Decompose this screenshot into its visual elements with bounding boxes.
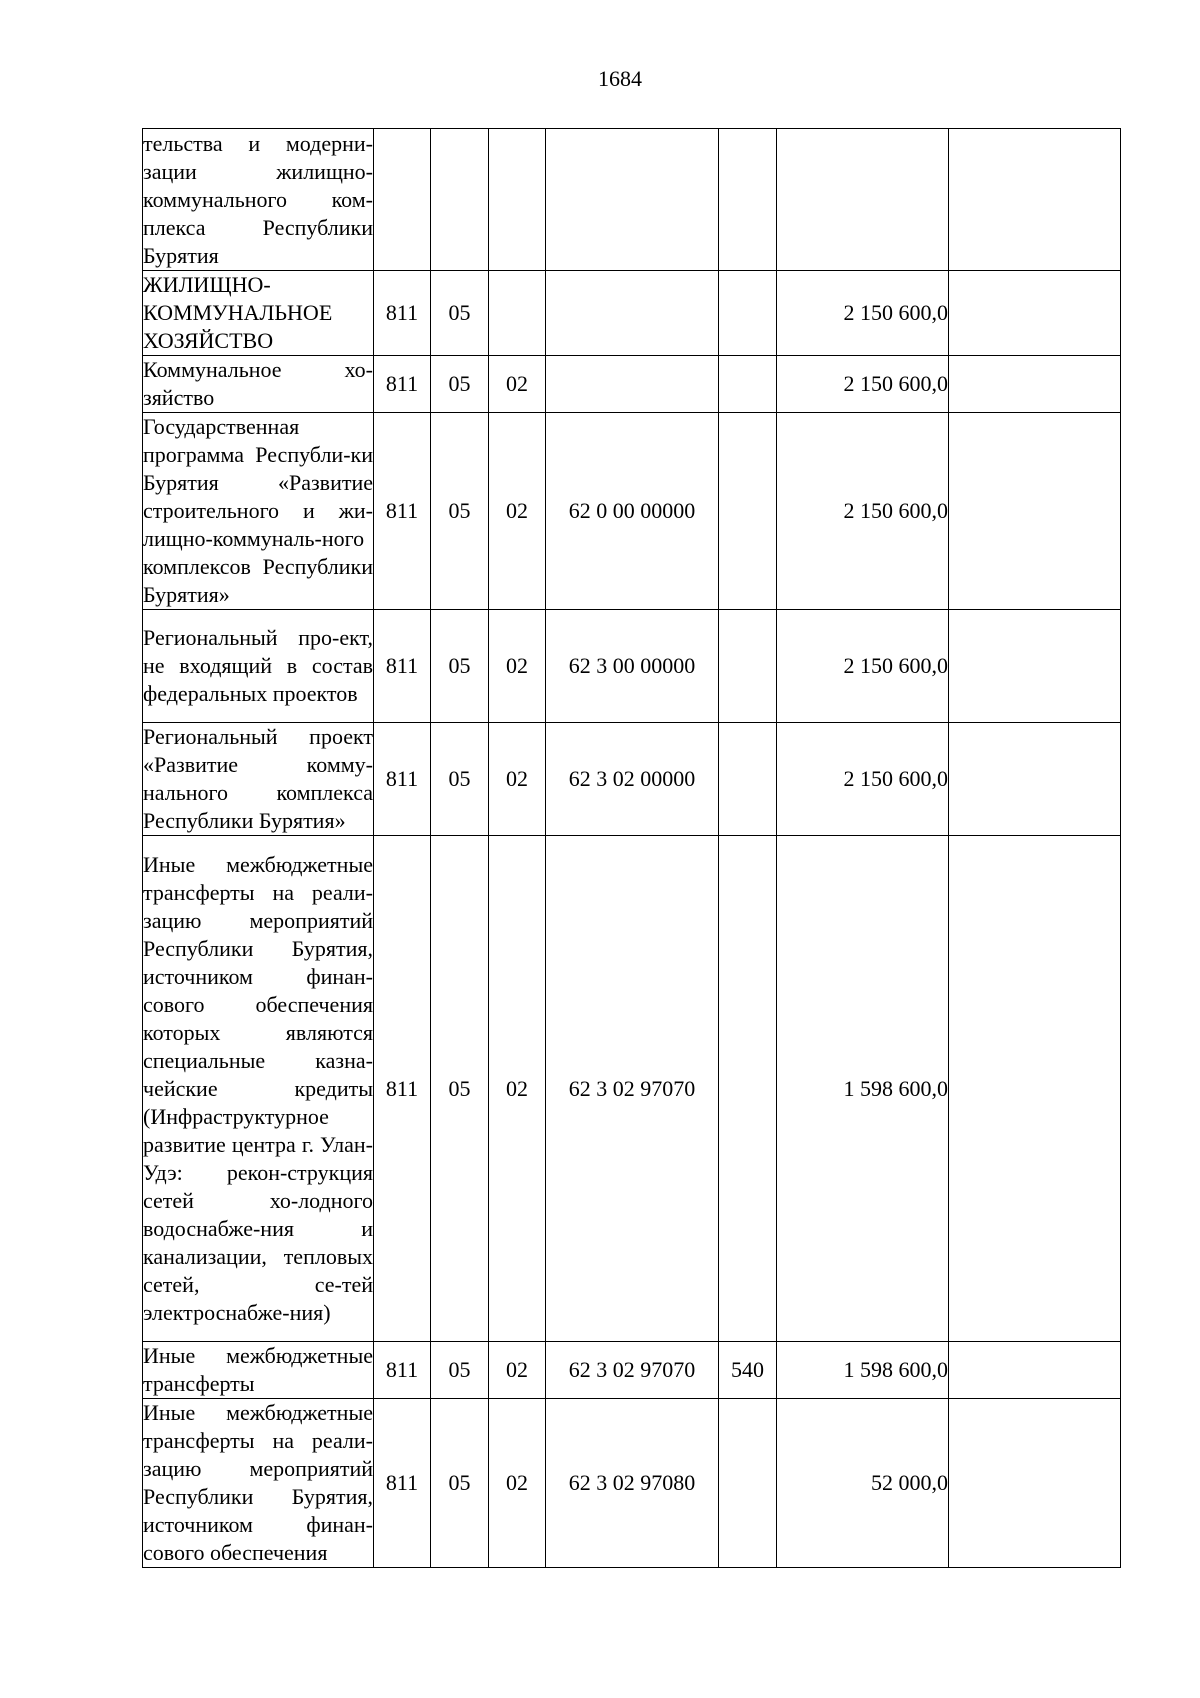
row-vr xyxy=(719,356,777,413)
row-extra xyxy=(949,1342,1121,1399)
row-extra xyxy=(949,413,1121,610)
row-gr: 811 xyxy=(374,271,431,356)
row-csr: 62 3 02 97080 xyxy=(546,1399,719,1568)
row-csr xyxy=(546,129,719,271)
row-name: Региональный про-ект, не входящий в состав федеральных проектов xyxy=(143,610,374,723)
row-vr xyxy=(719,836,777,1342)
row-vr xyxy=(719,129,777,271)
row-csr xyxy=(546,356,719,413)
row-rz: 05 xyxy=(431,610,489,723)
row-sum: 2 150 600,0 xyxy=(777,610,949,723)
row-sum: 2 150 600,0 xyxy=(777,723,949,836)
row-extra xyxy=(949,271,1121,356)
row-name: тельства и модерни-зации жилищно-коммунального ком-плекса Республики Бурятия xyxy=(143,129,374,271)
row-extra xyxy=(949,610,1121,723)
row-vr xyxy=(719,723,777,836)
row-name: Иные межбюджетные трансферты на реали-зацию мероприятий Республики Бурятия, источником финан-сового обеспечения которых являются специальные казна-чейские кредиты (Инфраструктурное развитие центра г. Улан-Удэ: рекон-струкция сетей хо-лодного водоснабже-ния и канализации, тепловых сетей, се-тей электроснабже-ния) xyxy=(143,836,374,1342)
row-sum: 2 150 600,0 xyxy=(777,413,949,610)
row-csr: 62 3 02 97070 xyxy=(546,1342,719,1399)
row-sum: 52 000,0 xyxy=(777,1399,949,1568)
row-name: Коммунальное хо-зяйство xyxy=(143,356,374,413)
row-csr xyxy=(546,271,719,356)
row-pr: 02 xyxy=(489,610,546,723)
row-rz: 05 xyxy=(431,723,489,836)
row-name: Иные межбюджетные трансферты на реали-зацию мероприятий Республики Бурятия, источником финан-сового обеспечения xyxy=(143,1399,374,1568)
row-rz: 05 xyxy=(431,271,489,356)
row-csr: 62 3 02 97070 xyxy=(546,836,719,1342)
row-name: Государственная программа Республи-ки Бурятия «Развитие строительного и жи-лищно-коммуналь-ного комплексов Республики Бурятия» xyxy=(143,413,374,610)
row-gr: 811 xyxy=(374,356,431,413)
table-row xyxy=(143,723,1121,836)
table-row xyxy=(143,610,1121,723)
table-row xyxy=(143,836,1121,1342)
row-pr: 02 xyxy=(489,413,546,610)
row-name: ЖИЛИЩНО-КОММУНАЛЬНОЕ ХОЗЯЙСТВО xyxy=(143,271,374,356)
row-gr: 811 xyxy=(374,723,431,836)
row-csr: 62 3 00 00000 xyxy=(546,610,719,723)
row-gr: 811 xyxy=(374,1342,431,1399)
row-extra xyxy=(949,836,1121,1342)
table-row xyxy=(143,129,1121,271)
row-rz xyxy=(431,129,489,271)
row-vr xyxy=(719,413,777,610)
page-number: 1684 xyxy=(598,66,642,91)
row-pr xyxy=(489,271,546,356)
row-rz: 05 xyxy=(431,413,489,610)
table-row xyxy=(143,1342,1121,1399)
row-extra xyxy=(949,723,1121,836)
row-vr xyxy=(719,610,777,723)
row-pr: 02 xyxy=(489,356,546,413)
row-csr: 62 0 00 00000 xyxy=(546,413,719,610)
row-rz: 05 xyxy=(431,1342,489,1399)
row-vr xyxy=(719,1399,777,1568)
row-gr: 811 xyxy=(374,610,431,723)
row-pr: 02 xyxy=(489,1399,546,1568)
row-rz: 05 xyxy=(431,836,489,1342)
row-sum: 2 150 600,0 xyxy=(777,356,949,413)
row-gr xyxy=(374,129,431,271)
row-vr: 540 xyxy=(719,1342,777,1399)
table-row xyxy=(143,271,1121,356)
table-row xyxy=(143,1399,1121,1568)
row-sum: 2 150 600,0 xyxy=(777,271,949,356)
row-sum xyxy=(777,129,949,271)
row-rz: 05 xyxy=(431,1399,489,1568)
row-pr: 02 xyxy=(489,836,546,1342)
table-row xyxy=(143,413,1121,610)
row-extra xyxy=(949,129,1121,271)
row-sum: 1 598 600,0 xyxy=(777,1342,949,1399)
budget-table xyxy=(142,128,1121,1568)
row-pr: 02 xyxy=(489,1342,546,1399)
row-gr: 811 xyxy=(374,1399,431,1568)
row-gr: 811 xyxy=(374,413,431,610)
row-extra xyxy=(949,356,1121,413)
row-sum: 1 598 600,0 xyxy=(777,836,949,1342)
table-row xyxy=(143,356,1121,413)
row-name: Иные межбюджетные трансферты xyxy=(143,1342,374,1399)
row-gr: 811 xyxy=(374,836,431,1342)
row-pr: 02 xyxy=(489,723,546,836)
row-name: Региональный проект «Развитие комму-нального комплекса Республики Бурятия» xyxy=(143,723,374,836)
row-rz: 05 xyxy=(431,356,489,413)
row-vr xyxy=(719,271,777,356)
row-csr: 62 3 02 00000 xyxy=(546,723,719,836)
row-pr xyxy=(489,129,546,271)
row-extra xyxy=(949,1399,1121,1568)
